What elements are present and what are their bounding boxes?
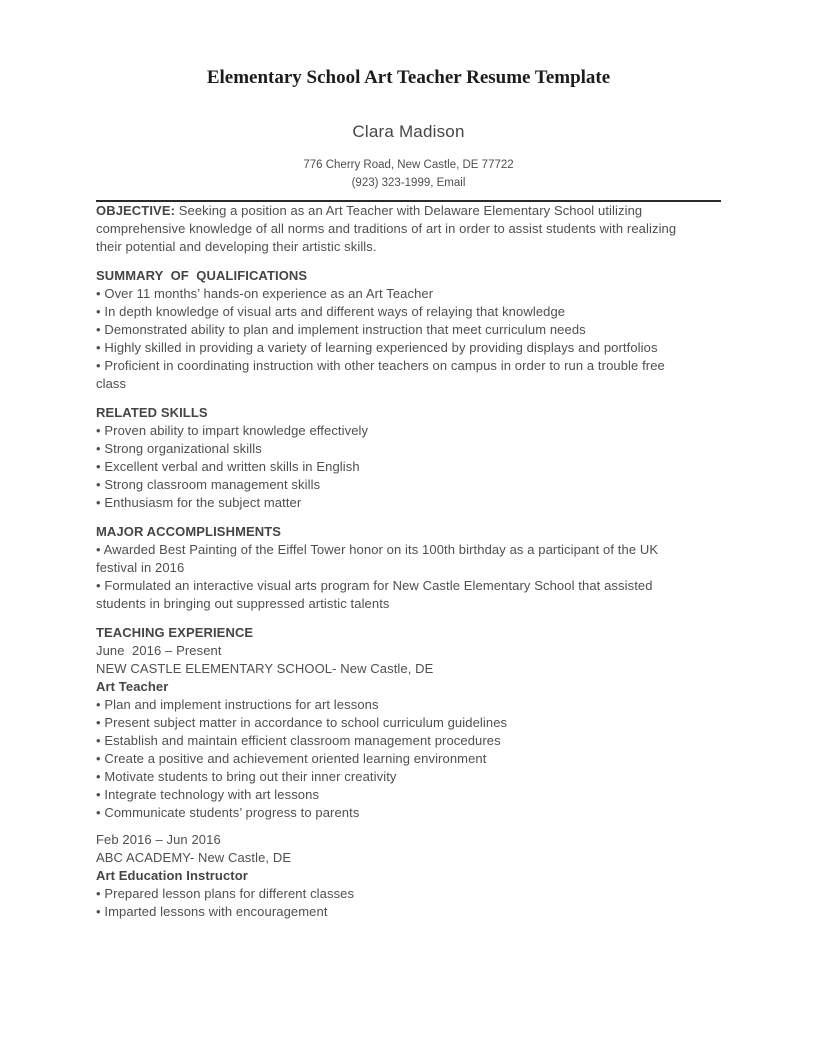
document-title: Elementary School Art Teacher Resume Template (206, 67, 611, 88)
bullet-item: • In depth knowledge of visual arts and different ways of relaying that knowledge (96, 304, 566, 319)
address-line: 776 Cherry Road, New Castle, DE 77722 (303, 159, 514, 171)
section-heading: MAJOR ACCOMPLISHMENTS (96, 524, 282, 539)
candidate-name: Clara Madison (352, 122, 465, 141)
section-heading: TEACHING EXPERIENCE (96, 625, 254, 640)
bullet-item: • Excellent verbal and written skills in English (96, 459, 360, 474)
bullet-item: • Awarded Best Painting of the Eiffel Tower honor on its 100th birthday as a participant of the UK festival in 2016 (96, 542, 659, 575)
bullet-item: • Plan and implement instructions for art lessons (96, 697, 379, 712)
bullet-item: • Proven ability to impart knowledge effectively (96, 423, 369, 438)
bullet-item: • Establish and maintain efficient classroom management procedures (96, 733, 501, 748)
section-heading: SUMMARY OF QUALIFICATIONS (96, 268, 308, 283)
job-role: Art Teacher (96, 679, 169, 694)
section-summary-of-qualifications (96, 267, 721, 393)
job-role: Art Education Instructor (96, 868, 248, 883)
resume-body (96, 202, 721, 921)
job-dates: June 2016 – Present (96, 643, 222, 658)
contact-block (96, 156, 721, 192)
bullet-item: • Proficient in coordinating instruction with other teachers on campus in order to run a trouble free class (96, 358, 665, 391)
bullet-item: • Present subject matter in accordance to school curriculum guidelines (96, 715, 508, 730)
bullet-item: • Over 11 months’ hands-on experience as an Art Teacher (96, 286, 434, 301)
bullet-item: • Formulated an interactive visual arts program for New Castle Elementary School that assisted students in bringing out suppressed artistic talents (96, 578, 653, 611)
bullet-item: • Imparted lessons with encouragement (96, 904, 328, 919)
bullet-item: • Motivate students to bring out their inner creativity (96, 769, 397, 784)
section-major-accomplishments (96, 523, 721, 613)
job-employer: NEW CASTLE ELEMENTARY SCHOOL- New Castle, DE (96, 661, 434, 676)
bullet-item: • Enthusiasm for the subject matter (96, 495, 302, 510)
phone-email-line: (923) 323-1999, Email (351, 177, 466, 189)
job-dates: Feb 2016 – Jun 2016 (96, 832, 221, 847)
bullet-item: • Create a positive and achievement oriented learning environment (96, 751, 487, 766)
bullet-item: • Communicate students’ progress to parents (96, 805, 360, 820)
section-teaching-experience (96, 624, 721, 921)
bullet-item: • Highly skilled in providing a variety of learning experienced by providing displays and portfolios (96, 340, 658, 355)
section-related-skills (96, 404, 721, 512)
bullet-item: • Demonstrated ability to plan and implement instruction that meet curriculum needs (96, 322, 586, 337)
job-entry (96, 642, 721, 822)
section-heading: RELATED SKILLS (96, 405, 208, 420)
job-employer: ABC ACADEMY- New Castle, DE (96, 850, 292, 865)
bullet-item: • Prepared lesson plans for different classes (96, 886, 355, 901)
objective-paragraph (96, 202, 680, 256)
bullet-item: • Integrate technology with art lessons (96, 787, 320, 802)
objective-text: Seeking a position as an Art Teacher with Delaware Elementary School utilizing comprehensive knowledge of all norms and traditions of art in order to assist students with realizing their potential and developing their artistic skills. (96, 203, 677, 254)
objective-label: OBJECTIVE: (96, 203, 176, 218)
bullet-item: • Strong classroom management skills (96, 477, 321, 492)
job-entry (96, 831, 721, 921)
bullet-item: • Strong organizational skills (96, 441, 262, 456)
